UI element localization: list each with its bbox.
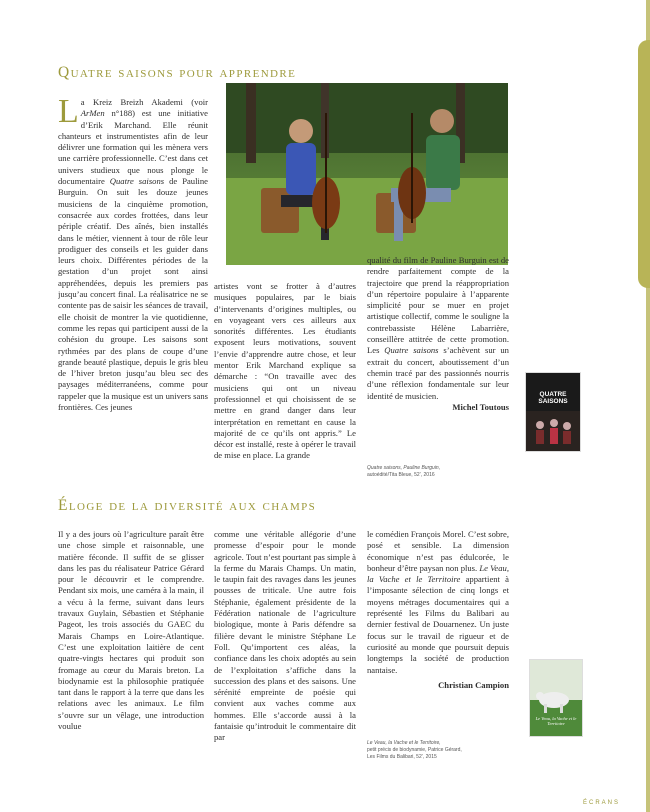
section-title-quatre-saisons: Quatre saisons pour apprendre	[58, 64, 297, 81]
caption-2-line-2: petit précis de biodynamie, Patrice Gérard,	[367, 747, 462, 753]
caption-1-line-2: autoédité/Tita Bleue, 52’, 2016	[367, 472, 435, 478]
article1-text-b: n°188) est une initiative d’Erik Marchand. Elle réunit chanteurs et instrumentistes afin de leur délivrer une formation qui les mènera vers une carrière professionnelle. C’est dans cet univers studieux que nous plonge le documentaire	[58, 108, 208, 187]
dvd-cover-le-veau	[529, 659, 583, 737]
caption-1-line-1: Quatre saisons, Pauline Burguin,	[367, 465, 441, 471]
article2-col3-text-a: le comédien François Morel. C’est sobre, posé et sensible. La dimension économique n’est pas édulcorée, le bonheur d’être paysan non plus.	[367, 529, 509, 573]
author-signature-1: Michel Toutous	[452, 401, 509, 412]
article1-column-2	[214, 281, 356, 482]
article2-col2-text: comme une véritable allégorie d’une promesse d’espoir pour le monde agricole. Tout n’est pourtant pas simple à la ferme du Marais Champs. Un matin, le taupin fait des ravages dans les jeunes pousses de triticale. Une autre fois Stéphanie, également présidente de la Fédération nationale de l’agriculture biologique, monte à Paris défendre sa filière devant le ministre Stéphane Le Foll. Qu’importent ces aléas, la confiance dans les choix adoptés au sein de l’exploitation s’affiche dans la succession des plans et des saisons. Une sérénité empreinte de poésie qui convient aux vaches comme aux hommes. Elle s’accorde aussi à la fantaisie qu’introduit le commentaire dit par	[214, 529, 356, 743]
drop-cap: L	[58, 97, 79, 130]
article1-col3-text-a: qualité du film de Pauline Burguin est de rendre parfaitement compte de la trajectoire que prend la réappropriation d’un répertoire populaire à l’apparente simplicité pour se muer en projet artistique collectif, comme le souligne la contrebassiste Hélène Labarrière, conseillère attitrée de cette promotion. Les	[367, 255, 509, 356]
section-footer-label: ÉCRANS	[582, 800, 620, 806]
article2-column-2	[214, 529, 356, 766]
article1-text-a: a Kreiz Breizh Akademi (voir	[80, 97, 208, 107]
film-title-ref: Quatre saisons	[109, 176, 165, 187]
section-title-eloge: Éloge de la diversité aux champs	[58, 497, 317, 514]
article2-col3-text-b: appartient à l’imposante sélection de cinq longs et moyens métrages documentaires qui a représenté les Films du Balibari au dernier festival de Douarnenez. Un juste focus sur le travail de rigueur et de curiosité au monde que poursuit depuis longtemps la société de production nantaise.	[367, 574, 509, 675]
article1-col3-text-b: s’achèvent sur un extrait du concert, aboutissement d’un chemin tracé par des passionnés nourris d’une réflexion fondamentale sur leur identité de musicien.	[367, 345, 509, 401]
author-signature-2: Christian Campion	[438, 679, 509, 690]
article2-col1-text: Il y a des jours où l’agriculture paraît être une chose simple et raisonnable, une matière féconde. Il suffit de se glisser dans les pas du réalisateur Patrice Gérard pour le découvrir et le comprendre. Pendant six mois, une caméra à la main, il a vécu à la ferme, suivant dans leurs travaux Guylain, Sébastien et Stéphanie Pageot, les trois associés du GAEC du Marais Champs en Loire-Atlantique. C’est une exploitation laitière de cent quatre-vingts hectares qui produit son fromage au cœur du Marais breton. La biodynamie est la philosophie pratiquée tant dans le rapport à la terre que dans les relations avec les animaux. Le film s’ouvre sur un vêlage, une introduction voulue	[58, 529, 204, 732]
caption-2-line-1: Le Veau, la Vache et le Territoire,	[367, 740, 441, 746]
article1-column-1	[58, 97, 208, 482]
article1-col2-text: artistes vont se frotter à d’autres musiques populaires, par le biais d’intervenants d’origines multiples, ou en voyageant vers ces ailleurs aux sonorités différentes. Les étudiants exposent leurs motivations, souvent l’envie d’apprendre autre chose, et leur mentor Erik Marchand explique sa démarche : “On travaille avec des musiciens qui ont un niveau professionnel et qui choisissent de se mettre en grand danger dans leur interprétation en remettant en cause la majorité de ce qu’ils ont appris.” Le décor est installé, reste à opérer le travail de mise en place. La grande	[214, 281, 356, 461]
film-title-ref-2: Quatre saisons	[384, 345, 439, 356]
section-side-tab	[638, 40, 650, 288]
cellists-photo	[226, 83, 508, 265]
dvd-cover-quatre-saisons	[525, 372, 581, 452]
caption-2-line-3: Les Films du Balibari, 52’, 2015	[367, 754, 437, 760]
caption-quatre-saisons	[367, 465, 440, 479]
dvd-title-2: Le Veau, la Vache et le Territoire	[535, 716, 577, 726]
dvd-title-1: QUATRE SAISONS	[538, 391, 568, 405]
article2-column-3	[367, 529, 509, 699]
magazine-ref: ArMen	[80, 108, 105, 119]
article2-column-1	[58, 529, 204, 766]
caption-le-veau	[367, 740, 462, 761]
article1-column-3	[367, 255, 509, 455]
film-title-ref-3: Le Veau, la Vache et le Territoire	[367, 562, 509, 585]
article1-text-c: de Pauline Burguin. On suit les douze jeunes musiciens de la cinquième promotion, consacrée aux cordes frottées, dans leur périple créatif. Des aînés, bien installés dans le métier, viennent à tour de rôle leur prodiguer des conseils et les guider dans leurs choix. Différentes périodes de la gestation d’un projet sont ainsi appréhendées, depuis les premiers pas jusqu’au concert final. La réalisatrice ne se contente pas de saisir les séances de travail, elle choisit de montrer la vie quotidienne, comme les repas qui participent aussi de la cohésion du groupe. Les saisons sont rythmées par des plans de coupe d’une grande beauté plastique, depuis le gris bleu de l’hiver breton jusqu’au bleu sec des paysages méditerranéens, comme pour rappeler que la musique est un univers sans frontières. Ces jeunes	[58, 176, 208, 413]
